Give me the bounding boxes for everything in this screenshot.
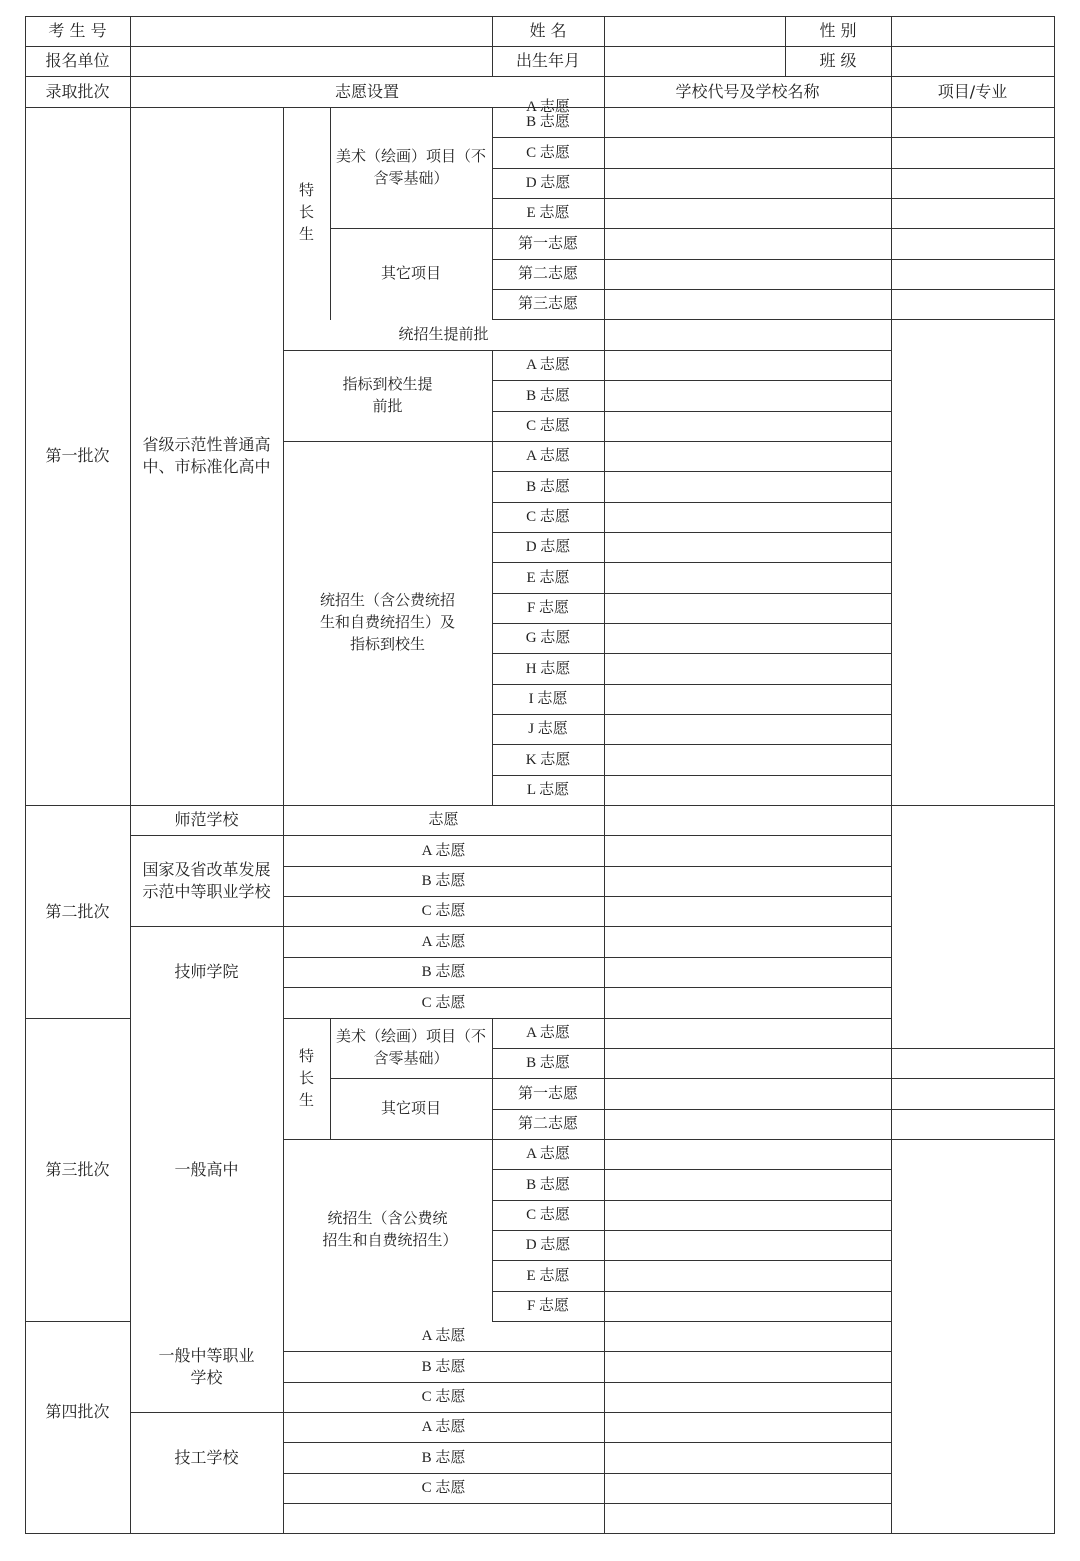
batch2-vocational-text: 国家及省改革发展示范中等职业学校 [142,859,271,901]
batch1-early-school-input[interactable] [605,320,891,350]
batch3-specialty-text: 特长生 [298,1048,314,1109]
gender-label-text: 性 别 [819,21,857,40]
batch-column-header [25,76,130,107]
batch1-quota-early-text: 指标到校生提前批 [342,376,433,415]
batch3-art-choice-label-text: B 志愿 [526,1055,570,1071]
batch1-other-choice-label-text: 第二志愿 [517,266,578,282]
batch2-vocational-choice-label [283,866,604,896]
batch3-unified-choice-label [492,1169,604,1200]
batch1-main-choice-label-text: D 志愿 [525,539,571,555]
batch2-vocational [130,835,283,926]
birth-input[interactable] [605,47,785,76]
batch4-general-school-input[interactable] [605,1322,891,1351]
batch1-main-choice-label [492,502,604,532]
batch4-technical-choice-label-text: C 志愿 [421,1480,466,1496]
batch-column-header-text: 录取批次 [45,81,110,101]
batch3-unified-school-input[interactable] [605,1261,891,1291]
class-label [785,46,891,76]
batch4-general-choice-label [283,1382,604,1412]
batch1-art-major-input[interactable] [892,138,1054,168]
batch3-other-choice-label-text: 第一志愿 [517,1085,578,1102]
batch2-technician-choice-label-text: A 志愿 [421,933,466,950]
batch4-general-choice-label-text: C 志愿 [421,1389,466,1405]
batch1-unified-early [283,319,604,350]
batch1-art-major-input[interactable] [892,108,1054,137]
batch4-technical [130,1412,283,1503]
name-input[interactable] [605,17,785,46]
batch2-vocational-school-input[interactable] [605,836,891,866]
batch3-unified-choice-label [492,1230,604,1260]
batch1-main-school-input[interactable] [605,472,891,502]
batch3-unified-school-input[interactable] [605,1170,891,1200]
batch1-other-school-input[interactable] [605,260,891,289]
batch2-technician [130,926,283,1018]
batch1-art-choice-label [492,137,604,168]
batch3-category [130,1018,283,1321]
application-form-table [25,16,1054,1536]
batch2-normal-school [130,805,283,835]
batch3-other-school-input[interactable] [605,1079,891,1109]
batch2-vocational-choice-label [283,835,604,866]
batch1-art-choice-label [492,168,604,198]
batch1-other-major-input[interactable] [892,229,1054,259]
batch2-technician-choice-label [283,987,604,1018]
birth-label-text: 出生年月 [515,51,580,70]
batch1-main-choice-label [492,471,604,502]
batch1-main-choice-label [492,653,604,684]
batch3-unified-school-input[interactable] [605,1292,891,1321]
batch3-art-school-input[interactable] [605,1019,891,1048]
batch1-art-major-input[interactable] [892,199,1054,228]
batch1-other-major-input[interactable] [892,260,1054,289]
batch2-normal-school-text: 师范学校 [174,810,239,829]
class-label-text: 班 级 [819,51,857,70]
batch1-main-choice-label-text: K 志愿 [525,751,571,768]
batch3-specialty [283,1018,330,1139]
birth-label [492,46,604,76]
batch4-technical-school-input[interactable] [605,1443,891,1473]
batch2-technician-text: 技师学院 [174,962,239,981]
setting-column-header-text: 志愿设置 [334,81,399,101]
name-label [492,16,604,46]
exam-no-label-text: 考 生 号 [48,21,107,40]
batch3-label-text: 第三批次 [45,1159,110,1179]
batch1-main-choice-label-text: A 志愿 [526,448,570,464]
batch1-quota-choice-label [492,380,604,411]
batch3-unified-school-input[interactable] [605,1231,891,1260]
batch2-technician-choice-label [283,926,604,957]
batch2-technician-school-input[interactable] [605,958,891,987]
exam-no-label [25,16,130,46]
batch1-unified-early-text: 统招生提前批 [398,326,489,343]
batch1-other-school-input[interactable] [605,290,891,319]
batch1-other-choice-label [492,289,604,319]
class-input[interactable] [892,47,1054,76]
batch3-unified-choice-label [492,1200,604,1230]
batch3-art-choice-label [492,1018,604,1048]
line-mask [492,320,493,350]
batch1-main-choice-label [492,775,604,805]
batch1-label [25,107,130,805]
batch3-unified-choice-label [492,1260,604,1291]
batch1-unified-main-text: 统招生（含公费统招生和自费统招生）及指标到校生 [319,593,455,653]
batch2-vocational-school-input[interactable] [605,867,891,896]
batch2-technician-choice-label-text: B 志愿 [421,964,466,980]
batch1-quota-school-input[interactable] [605,381,891,411]
batch4-general-school-input[interactable] [605,1352,891,1382]
batch1-quota-choice-label [492,350,604,380]
name-label-text: 姓 名 [529,21,567,40]
batch1-main-school-input[interactable] [605,563,891,593]
batch1-main-choice-label [492,441,604,471]
batch3-unified-text: 统招生（含公费统招生和自费统招生） [322,1211,458,1249]
batch4-general-choice-label-text: B 志愿 [421,1358,466,1375]
batch1-unified-main [283,441,492,805]
batch1-other-school-input[interactable] [605,229,891,259]
major-column-header-text: 项目/专业 [937,81,1008,101]
batch2-technician-choice-label-text: C 志愿 [421,994,466,1011]
batch1-main-school-input[interactable] [605,624,891,653]
batch4-technical-choice-label-text: A 志愿 [421,1419,466,1435]
batch1-art-choice-label [492,198,604,228]
batch4-general-choice-label [283,1321,604,1351]
batch2-label [25,805,130,1018]
batch1-main-school-input[interactable] [605,745,891,775]
batch1-category-text: 省级示范性普通高中、市标准化高中 [142,435,271,476]
batch3-art-choice-label [492,1048,604,1078]
batch4-general-vocational-text: 一般中等职业学校 [158,1345,255,1387]
exam-no-input[interactable] [131,17,492,46]
batch1-other-choice-label [492,228,604,259]
grid-line-h [283,1503,605,1504]
batch1-main-choice-label [492,744,604,775]
batch1-main-choice-label-text: C 志愿 [526,509,570,525]
batch1-art-choice-label [492,107,604,137]
batch2-vocational-choice-label-text: B 志愿 [421,873,466,889]
batch1-specialty-text-text: 特长生 [298,183,314,243]
batch1-quota-choice-label-text: B 志愿 [526,387,570,404]
batch4-technical-choice-label [283,1473,604,1503]
batch3-art-project [330,1018,492,1078]
batch1-main-school-input[interactable] [605,715,891,744]
batch1-art-project [330,107,492,228]
batch1-main-school-input[interactable] [605,594,891,623]
batch3-unified-choice-label-text: A 志愿 [526,1146,570,1162]
unit-label-text: 报名单位 [45,51,110,70]
school-column-header [604,76,891,107]
batch1-main-school-input[interactable] [605,776,891,805]
batch1-quota-choice-label-text: C 志愿 [526,418,570,434]
batch1-art-school-input[interactable] [605,169,891,198]
batch1-quota-choice-label-text: A 志愿 [526,357,570,373]
batch1-main-choice-label-text: H 志愿 [525,660,571,677]
batch1-other-major-input[interactable] [892,290,1054,319]
batch3-art-project-text: 美术（绘画）项目（不含零基础） [336,1029,487,1067]
batch1-main-choice-label-text: F 志愿 [526,600,570,616]
batch1-quota-school-input[interactable] [605,351,891,380]
grid-line-h [604,1503,892,1504]
batch3-unified-choice-label-text: F 志愿 [526,1298,570,1314]
unit-input[interactable] [131,47,492,76]
batch3-unified [283,1139,492,1321]
major-notes-area[interactable] [892,320,1054,1533]
batch3-unified-choice-label-text: D 志愿 [525,1237,571,1253]
batch2-normal-choice-label [283,805,604,835]
batch2-technician-school-input[interactable] [605,988,891,1018]
batch3-category-text: 一般高中 [174,1159,239,1179]
batch2-technician-school-input[interactable] [605,927,891,957]
batch3-unified-school-input[interactable] [605,1140,891,1169]
batch1-other-choice-label-text: 第一志愿 [517,235,578,252]
batch3-unified-school-input[interactable] [605,1201,891,1230]
batch3-unified-choice-label-text: B 志愿 [526,1176,570,1193]
batch1-main-choice-label-text: J 志愿 [528,721,568,737]
batch4-general-choice-label [283,1351,604,1382]
batch1-main-school-input[interactable] [605,442,891,471]
batch3-other-school-input[interactable] [605,1110,891,1139]
batch1-main-choice-label-text: L 志愿 [526,782,570,798]
batch1-main-choice-label-text: I 志愿 [528,691,568,707]
batch1-main-choice-label [492,684,604,714]
gender-input[interactable] [892,17,1054,46]
batch4-general-vocational [130,1321,283,1412]
batch3-other-choice-label [492,1109,604,1139]
batch1-main-choice-label [492,623,604,653]
batch1-other-choice-label-text: 第三志愿 [517,296,578,312]
batch1-main-school-input[interactable] [605,533,891,562]
batch1-main-choice-label [492,593,604,623]
batch1-art-choice-label-text: C 志愿 [526,144,570,161]
batch4-general-school-input[interactable] [605,1383,891,1412]
batch1-other-project-text: 其它项目 [380,265,441,282]
batch3-label [25,1018,130,1321]
batch3-art-choice-label-text: A 志愿 [526,1025,570,1041]
batch1-art-choice-label-text: A 志愿 [526,99,570,115]
batch1-art-choice-label-text: B 志愿 [526,114,570,130]
batch3-unified-choice-label-text: C 志愿 [526,1207,570,1223]
batch1-art-school-input[interactable] [605,199,891,228]
batch1-main-choice-label-text: B 志愿 [526,478,570,495]
batch1-art-choice-label-text: E 志愿 [526,205,570,221]
batch3-art-school-input[interactable] [605,1049,891,1078]
batch3-other-choice-label-text: 第二志愿 [517,1116,578,1132]
batch1-other-project [330,228,492,319]
batch2-technician-choice-label [283,957,604,987]
batch2-vocational-choice-label [283,896,604,926]
batch1-specialty-text [283,107,330,319]
batch1-art-major-input[interactable] [892,169,1054,198]
batch4-technical-choice-label [283,1412,604,1442]
batch1-main-school-input[interactable] [605,654,891,684]
batch4-label-text: 第四批次 [45,1402,110,1421]
batch1-art-school-input[interactable] [605,108,891,137]
batch4-technical-text: 技工学校 [174,1447,239,1467]
border-bottom [25,1533,1055,1534]
batch4-technical-school-input[interactable] [605,1474,891,1503]
batch1-category [130,107,283,805]
batch4-technical-choice-label-text: B 志愿 [421,1449,466,1466]
major-column-header [891,76,1054,107]
batch1-quota-choice-label [492,411,604,441]
batch4-general-choice-label-text: A 志愿 [421,1328,466,1344]
batch3-unified-choice-label [492,1291,604,1321]
batch4-technical-choice-label [283,1442,604,1473]
batch2-normal-school-input[interactable] [605,806,891,835]
batch1-main-choice-label [492,532,604,562]
batch4-technical-school-input[interactable] [605,1413,891,1442]
batch1-art-project-text: 美术（绘画）项目（不含零基础） [336,148,487,187]
batch1-main-school-input[interactable] [605,503,891,532]
batch1-quota-school-input[interactable] [605,412,891,441]
batch1-main-school-input[interactable] [605,685,891,714]
batch1-main-choice-label [492,562,604,593]
batch2-label-text: 第二批次 [45,901,110,921]
batch2-normal-choice-label-text: 志愿 [428,812,459,828]
batch4-label [25,1321,130,1503]
batch2-vocational-choice-label-text: A 志愿 [421,842,466,859]
batch1-main-choice-label [492,714,604,744]
school-column-header-text: 学校代号及学校名称 [675,81,820,101]
batch3-other-project-text: 其它项目 [380,1100,441,1117]
batch1-main-choice-label-text: G 志愿 [525,630,571,646]
batch1-art-school-input[interactable] [605,138,891,168]
batch3-unified-choice-label-text: E 志愿 [526,1267,570,1284]
batch3-other-project [330,1078,492,1139]
unit-label [25,46,130,76]
batch2-vocational-school-input[interactable] [605,897,891,926]
batch3-other-choice-label [492,1078,604,1109]
batch1-other-choice-label [492,259,604,289]
batch1-quota-early [283,350,492,441]
batch2-vocational-choice-label-text: C 志愿 [421,903,466,919]
batch1-main-choice-label-text: E 志愿 [526,569,570,586]
batch3-unified-choice-label [492,1139,604,1169]
gender-label [785,16,891,46]
batch1-label-text: 第一批次 [45,446,110,465]
border-right [1054,16,1055,1534]
batch1-art-choice-label-text: D 志愿 [525,175,571,191]
